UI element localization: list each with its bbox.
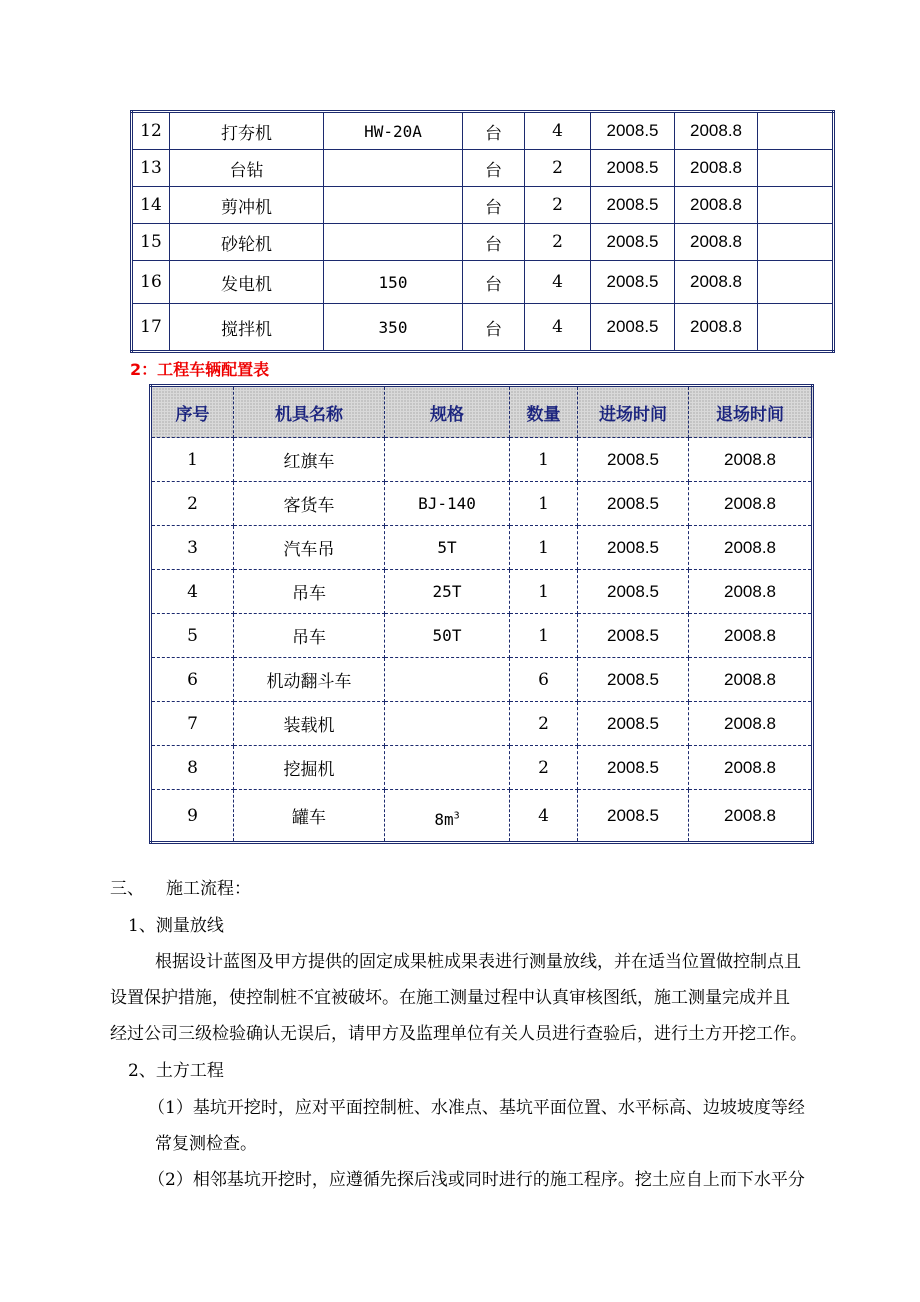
table-cell-name: 吊车 — [234, 614, 385, 658]
header-cell: 退场时间 — [689, 386, 813, 438]
table-cell-in: 2008.5 — [578, 702, 689, 746]
table-cell-name: 打夯机 — [170, 112, 324, 150]
table-cell-name: 客货车 — [234, 482, 385, 526]
table-cell-no: 17 — [132, 304, 170, 352]
table-cell-name: 红旗车 — [234, 438, 385, 482]
table-cell-qty: 1 — [510, 438, 578, 482]
table-cell-no: 4 — [151, 570, 234, 614]
table-cell-qty: 2 — [510, 702, 578, 746]
table-cell-no: 12 — [132, 112, 170, 150]
table-row — [132, 224, 834, 261]
spec-value: 8m — [434, 810, 454, 829]
table-cell-out: 2008.8 — [689, 746, 813, 790]
table-row — [151, 570, 813, 614]
table-cell-spec: 350 — [324, 304, 463, 352]
table-cell-spec — [385, 790, 510, 843]
paragraph-line: 经过公司三级检验确认无误后，请甲方及监理单位有关人员进行查验后，进行土方开挖工作。 — [110, 1024, 807, 1044]
table-cell-no: 9 — [151, 790, 234, 843]
table-cell-spec: 50T — [385, 614, 510, 658]
table-row — [132, 261, 834, 304]
table-cell-unit: 台 — [463, 304, 525, 352]
table-cell-unit: 台 — [463, 150, 525, 187]
table-cell-in: 2008.5 — [591, 261, 675, 304]
table-cell-qty: 2 — [525, 150, 591, 187]
paragraph-line: 根据设计蓝图及甲方提供的固定成果桩成果表进行测量放线，并在适当位置做控制点且 — [155, 952, 801, 972]
table-cell-no: 5 — [151, 614, 234, 658]
table-cell-spec — [324, 224, 463, 261]
table-cell-in: 2008.5 — [578, 482, 689, 526]
table-cell-spec: 5T — [385, 526, 510, 570]
table-cell-out: 2008.8 — [689, 702, 813, 746]
table-cell-out: 2008.8 — [689, 658, 813, 702]
table-cell-remark — [758, 261, 834, 304]
table-cell-out: 2008.8 — [689, 526, 813, 570]
header-cell: 机具名称 — [234, 386, 385, 438]
section-title: 施工流程： — [166, 879, 251, 899]
table-cell-no: 1 — [151, 438, 234, 482]
table-cell-name: 罐车 — [234, 790, 385, 843]
table-cell-remark — [758, 224, 834, 261]
table-cell-no: 2 — [151, 482, 234, 526]
table-header-row — [151, 386, 813, 438]
table-cell-out: 2008.8 — [675, 261, 758, 304]
table-cell-in: 2008.5 — [591, 224, 675, 261]
table-cell-spec: 150 — [324, 261, 463, 304]
table-cell-qty: 1 — [510, 526, 578, 570]
table-cell-no: 6 — [151, 658, 234, 702]
paragraph-line: （1）基坑开挖时，应对平面控制桩、水准点、基坑平面位置、水平标高、边坡坡度等经 — [148, 1098, 805, 1118]
subsection-title-survey: 1、测量放线 — [128, 916, 224, 936]
table-cell-name: 搅拌机 — [170, 304, 324, 352]
table-row — [151, 746, 813, 790]
table-cell-in: 2008.5 — [591, 150, 675, 187]
table-cell-in: 2008.5 — [591, 304, 675, 352]
machinery-table — [130, 110, 835, 353]
table-row — [132, 187, 834, 224]
table-row — [151, 482, 813, 526]
table-cell-remark — [758, 304, 834, 352]
table-cell-no: 14 — [132, 187, 170, 224]
table-cell-out: 2008.8 — [675, 150, 758, 187]
table-cell-in: 2008.5 — [578, 614, 689, 658]
table-cell-remark — [758, 150, 834, 187]
table-cell-name: 汽车吊 — [234, 526, 385, 570]
table-cell-name: 台钻 — [170, 150, 324, 187]
header-cell: 规格 — [385, 386, 510, 438]
section-number: 三、 — [110, 879, 144, 899]
table-cell-remark — [758, 187, 834, 224]
table-cell-in: 2008.5 — [578, 746, 689, 790]
table-cell-out: 2008.8 — [689, 790, 813, 843]
table-row — [151, 614, 813, 658]
table-cell-no: 16 — [132, 261, 170, 304]
table-cell-name: 发电机 — [170, 261, 324, 304]
header-cell: 进场时间 — [578, 386, 689, 438]
paragraph-line: 设置保护措施，使控制桩不宜被破坏。在施工测量过程中认真审核图纸，施工测量完成并且 — [110, 988, 790, 1008]
table-cell-name: 挖掘机 — [234, 746, 385, 790]
table-cell-spec: BJ-140 — [385, 482, 510, 526]
subsection-title-earthwork: 2、土方工程 — [128, 1061, 224, 1081]
table-cell-qty: 2 — [525, 224, 591, 261]
table-cell-unit: 台 — [463, 224, 525, 261]
table-cell-out: 2008.8 — [675, 304, 758, 352]
table-row — [151, 702, 813, 746]
table-cell-in: 2008.5 — [591, 112, 675, 150]
table-cell-unit: 台 — [463, 261, 525, 304]
table-cell-spec: HW-20A — [324, 112, 463, 150]
table-cell-qty: 1 — [510, 614, 578, 658]
table-cell-remark — [758, 112, 834, 150]
table-cell-out: 2008.8 — [675, 187, 758, 224]
table-cell-qty: 1 — [510, 482, 578, 526]
table-cell-qty: 1 — [510, 570, 578, 614]
vehicle-table-title: 2：工程车辆配置表 — [130, 360, 270, 379]
table-cell-no: 13 — [132, 150, 170, 187]
vehicle-config-table — [149, 384, 814, 844]
table-cell-spec — [385, 746, 510, 790]
table-cell-no: 7 — [151, 702, 234, 746]
table-cell-in: 2008.5 — [591, 187, 675, 224]
table-cell-in: 2008.5 — [578, 438, 689, 482]
table-cell-qty: 4 — [525, 112, 591, 150]
table-cell-qty: 2 — [510, 746, 578, 790]
table-cell-no: 8 — [151, 746, 234, 790]
table-cell-spec — [385, 438, 510, 482]
table-cell-unit: 台 — [463, 112, 525, 150]
table-cell-spec: 25T — [385, 570, 510, 614]
table-cell-no: 3 — [151, 526, 234, 570]
paragraph-line: 常复测检查。 — [155, 1134, 257, 1154]
table-row — [132, 112, 834, 150]
table-cell-out: 2008.8 — [689, 614, 813, 658]
table-cell-qty: 4 — [510, 790, 578, 843]
table-cell-in: 2008.5 — [578, 570, 689, 614]
table-cell-name: 砂轮机 — [170, 224, 324, 261]
table-cell-name: 装载机 — [234, 702, 385, 746]
table-row — [132, 150, 834, 187]
table-cell-out: 2008.8 — [689, 438, 813, 482]
table-cell-out: 2008.8 — [675, 224, 758, 261]
header-cell: 数量 — [510, 386, 578, 438]
table-cell-spec — [385, 702, 510, 746]
table-cell-qty: 6 — [510, 658, 578, 702]
spec-superscript: 3 — [453, 810, 460, 822]
table-cell-qty: 2 — [525, 187, 591, 224]
table-cell-out: 2008.8 — [689, 570, 813, 614]
table-row — [151, 526, 813, 570]
table-cell-in: 2008.5 — [578, 526, 689, 570]
table-cell-name: 吊车 — [234, 570, 385, 614]
paragraph-line: （2）相邻基坑开挖时，应遵循先探后浅或同时进行的施工程序。挖土应自上而下水平分 — [148, 1170, 805, 1190]
table-row — [151, 658, 813, 702]
table-cell-qty: 4 — [525, 304, 591, 352]
table-cell-no: 15 — [132, 224, 170, 261]
table-cell-spec — [324, 150, 463, 187]
table-cell-in: 2008.5 — [578, 790, 689, 843]
table-row — [132, 304, 834, 352]
table-cell-out: 2008.8 — [675, 112, 758, 150]
table-cell-out: 2008.8 — [689, 482, 813, 526]
table-cell-unit: 台 — [463, 187, 525, 224]
table-cell-spec — [385, 658, 510, 702]
table-cell-in: 2008.5 — [578, 658, 689, 702]
header-cell: 序号 — [151, 386, 234, 438]
table-cell-name: 剪冲机 — [170, 187, 324, 224]
table-row — [151, 790, 813, 843]
table-cell-spec — [324, 187, 463, 224]
table-cell-qty: 4 — [525, 261, 591, 304]
table-row — [151, 438, 813, 482]
table-cell-name: 机动翻斗车 — [234, 658, 385, 702]
